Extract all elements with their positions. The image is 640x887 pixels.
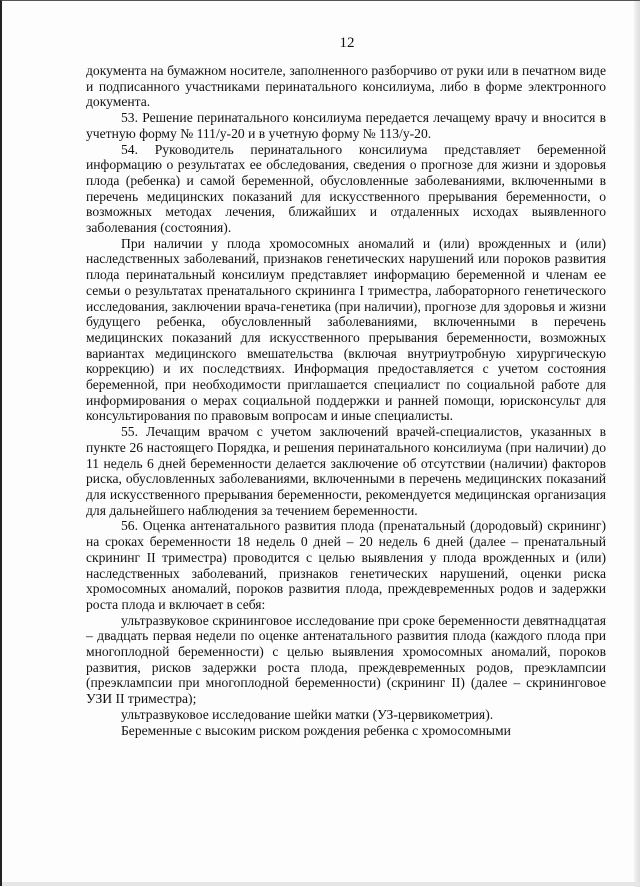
scan-edge-bottom <box>2 882 640 886</box>
paragraph-54-continued: При наличии у плода хромосомных аномалий и (или) врожденных и (или) наследственных заболеваний, признаков генетических нарушений или пороков развития плода перинатальный консилиум представляет информацию беременной и членам ее семьи о результатах пренатального скрининга I триместра, лабораторного генетического исследования, заключении врача-генетика (при наличии), прогнозе для здоровья и жизни будущего ребенка, обусловленный заболеваниями, включенными в перечень медицинских показаний для искусственного прерывания беременности, возможных вариантах медицинского вмешательства (включая внутриутробную хирургическую коррекцию) и их последствиях. Информация предоставляется с учетом состояния беременной, при необходимости приглашается специалист по социальной работе для информирования о мерах социальной поддержки и ранней помощи, юрисконсульт для консультирования по правовым вопросам и иные специалисты. <box>86 235 606 424</box>
paragraph-high-risk: Беременные с высоким риском рождения ребенка с хромосомными <box>121 722 511 738</box>
paragraph-55: 55. Лечащим врачом с учетом заключений врачей-специалистов, указанных в пункте 26 настоящего Порядка, и решения перинатального консилиума (при наличии) до 11 недель 6 дней беременности делается заключение об отсутствии (наличии) факторов риска, обусловленных заболеваниями, включенными в перечень медицинских показаний для искусственного прерывания беременности, рекомендуется медицинская организация для дальнейшего наблюдения за течением беременности. <box>86 424 606 518</box>
document-body <box>86 63 606 738</box>
paragraph-56: 56. Оценка антенатального развития плода (пренатальный (дородовый) скрининг) на сроках беременности 18 недель 0 дней – 20 недель 6 дней (далее – пренатальный скрининг II триместра) проводится с целью выявления у плода врожденных и (или) наследственных заболеваний, признаков генетических нарушений, оценки риска хромосомных аномалий, пороков развития плода, преждевременных родов и задержки роста плода и включает в себя: <box>86 518 606 612</box>
scan-edge-right <box>634 1 640 887</box>
paragraph-53: 53. Решение перинатального консилиума передается лечащему врачу и вносится в учетную форму № 111/у-20 и в учетную форму № 113/у-20. <box>86 110 606 141</box>
page-number: 12 <box>339 35 355 51</box>
list-item-ultrasound-screening: ультразвуковое скрининговое исследование при сроке беременности девятнадцатая – двадцать первая недели по оценке антенатального развития плода (каждого плода при многоплодной беременности) с целью выявления хромосомных аномалий, пороков развития, рисков задержки роста плода, преждевременных родов, преэклампсии (преэклампсии при многоплодной беременности) (скрининг II) (далее – скрининговое УЗИ II триместра); <box>86 612 606 707</box>
paragraph-54: 54. Руководитель перинатального консилиума представляет беременной информацию о результатах ее обследования, сведения о прогнозе для жизни и здоровья плода (ребенка) и самой беременной, обусловленные заболеваниями, включенными в перечень медицинских показаний для искусственного прерывания беременности, о возможных методах лечения, ближайших и отдаленных исходах выявленного заболевания (состояния). <box>86 141 606 236</box>
paragraph-continuation: документа на бумажном носителе, заполненного разборчиво от руки или в печатном виде и подписанного участниками перинатального консилиума, либо в форме электронного документа. <box>86 63 606 110</box>
list-item-cervicometry: ультразвуковое исследование шейки матки (УЗ-цервикометрия). <box>121 706 494 722</box>
